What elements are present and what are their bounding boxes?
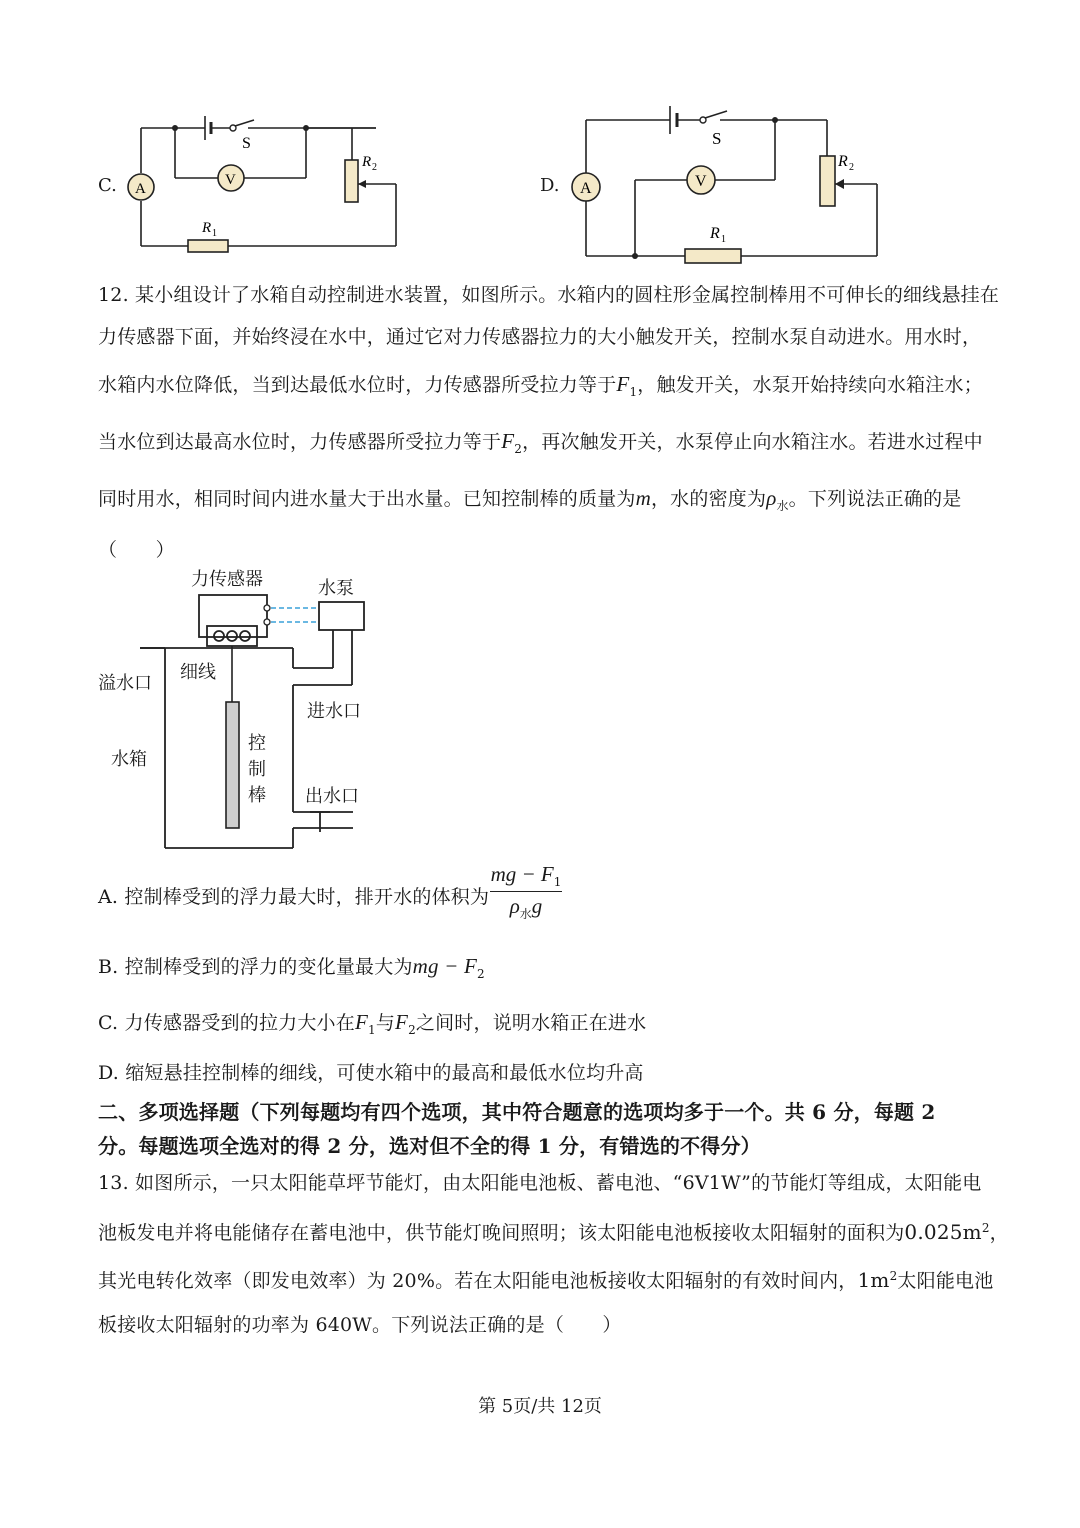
- switch-label: S: [242, 135, 251, 152]
- option-a: A. 控制棒受到的浮力最大时，排开水的体积为: [98, 886, 490, 908]
- voltmeter-label: V: [695, 173, 707, 190]
- r2-label: R: [362, 154, 372, 170]
- r2-sub: 2: [849, 162, 854, 173]
- q12-line-2: 力传感器下面，并始终浸在水中，通过它对力传感器拉力的大小触发开关，控制水泵自动进水。用水时，: [98, 326, 982, 348]
- option-c: C. 力传感器受到的拉力大小在$F_1$与$F_2$之间时，说明水箱正在进水: [98, 1010, 647, 1037]
- q13-line-1: 13. 如图所示，一只太阳能草坪节能灯，由太阳能电池板、蓄电池、“6V1W”的节能灯等组成，太阳能电: [98, 1172, 982, 1194]
- section2-heading-line-2: 分。每题选项全选对的得 2 分，选对但不全的得 1 分，有错选的不得分）: [98, 1134, 761, 1158]
- pump-label: 水泵: [318, 578, 354, 599]
- circuit-d-diagram: [565, 98, 890, 268]
- option-d-label: D.: [540, 175, 560, 196]
- option-a-fraction: mg − $F_1$ $\rho_水g$: [490, 862, 562, 921]
- voltmeter-label: V: [225, 172, 236, 188]
- q13-line-3: 其光电转化效率（即发电效率）为 20%。若在太阳能电池板接收太阳辐射的有效时间内，$1m^2$太阳能电池: [98, 1268, 994, 1292]
- r1-sub: 1: [721, 234, 726, 245]
- r2-label: R: [838, 153, 848, 170]
- page-number: 第 5页/共 12页: [478, 1396, 602, 1417]
- circuit-c-diagram: [120, 110, 420, 260]
- switch-label: S: [712, 129, 722, 148]
- overflow-label: 溢水口: [98, 673, 152, 694]
- r1-sub: 1: [212, 228, 217, 239]
- q13-line-2: 池板发电并将电能储存在蓄电池中，供节能灯晚间照明；该太阳能电池板接收太阳辐射的面积为$0.025m^2$，: [98, 1220, 1009, 1244]
- outlet-label: 出水口: [305, 786, 359, 807]
- option-b: B. 控制棒受到的浮力的变化量最大为mg − $F_2$: [98, 954, 485, 981]
- r1-label: R: [202, 220, 212, 236]
- q12-line-5: 同时用水，相同时间内进水量大于出水量。已知控制棒的质量为m，水的密度为$\rho_水$。下列说法正确的是: [98, 486, 962, 513]
- force-sensor-label: 力传感器: [191, 569, 263, 590]
- inlet-label: 进水口: [307, 701, 361, 722]
- tank-label: 水箱: [111, 749, 147, 770]
- q12-answer-paren: （ ）: [98, 539, 175, 561]
- thread-label: 细线: [180, 662, 216, 683]
- option-d: D. 缩短悬挂控制棒的细线，可使水箱中的最高和最低水位均升高: [98, 1062, 644, 1084]
- rod-label-1: 控: [248, 733, 266, 754]
- ammeter-label: A: [580, 180, 592, 197]
- q12-line-1: 12. 某小组设计了水箱自动控制进水装置，如图所示。水箱内的圆柱形金属控制棒用不可伸长的细线悬挂在: [98, 284, 1000, 306]
- section2-heading-line-1: 二、多项选择题（下列每题均有四个选项，其中符合题意的选项均多于一个。共 6 分，每题 2: [98, 1100, 936, 1124]
- q12-line-3: 水箱内水位降低，当到达最低水位时，力传感器所受拉力等于$F_1$，触发开关，水泵开始持续向水箱注水；: [98, 372, 983, 399]
- ammeter-label: A: [135, 181, 146, 197]
- rod-label-2: 制: [248, 759, 266, 780]
- r2-sub: 2: [372, 162, 377, 173]
- r1-label: R: [710, 225, 720, 242]
- option-c-label: C.: [98, 175, 117, 196]
- q12-line-4: 当水位到达最高水位时，力传感器所受拉力等于$F_2$，再次触发开关，水泵停止向水箱注水。若进水过程中: [98, 429, 983, 456]
- rod-label-3: 棒: [248, 785, 266, 806]
- q13-line-4: 板接收太阳辐射的功率为 640W。下列说法正确的是（ ）: [98, 1314, 622, 1336]
